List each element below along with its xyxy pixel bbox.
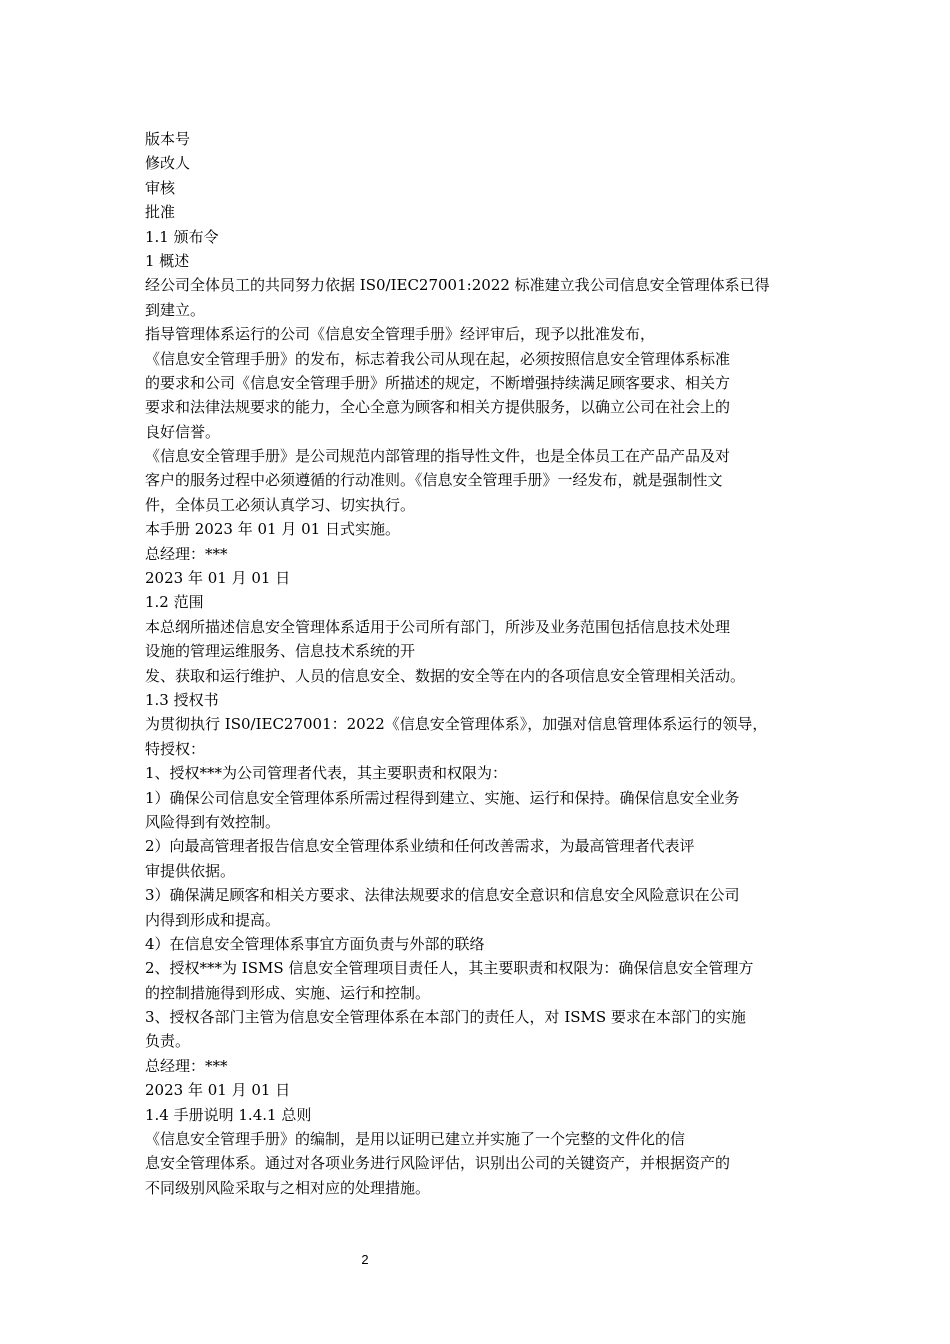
section-heading-1-3: 1.3 授权书 [145,690,219,709]
paragraph-line: 为贯彻执行 IS0/IEC27001：2022《信息安全管理体系》，加强对信息管理体系运行的领导， [145,715,768,734]
paragraph-line: 经公司全体员工的共同努力依据 IS0/IEC27001:2022 标准建立我公司信息安全管理体系已得 [145,276,770,295]
list-item: 2）向最高管理者报告信息安全管理体系业绩和任何改善需求，为最高管理者代表评 [145,837,695,856]
list-item: 3、授权各部门主管为信息安全管理体系在本部门的责任人，对 ISMS 要求在本部门的实施 [145,1008,746,1027]
paragraph-line: 到建立。 [145,300,206,319]
paragraph-line: 《信息安全管理手册》的编制，是用以证明已建立并实施了一个完整的文件化的信 [145,1130,686,1149]
paragraph-line: 指导管理体系运行的公司《信息安全管理手册》经评审后，现予以批准发布， [145,325,656,344]
signature-line: 总经理：*** [145,1056,228,1075]
list-item: 1）确保公司信息安全管理体系所需过程得到建立、实施、运行和保持。确保信息安全业务 [145,788,740,807]
list-item: 1、授权***为公司管理者代表，其主要职责和权限为： [145,764,508,783]
paragraph-line: 良好信誉。 [145,422,221,441]
section-heading-1-2: 1.2 范围 [145,593,204,612]
list-item: 3）确保满足顾客和相关方要求、法律法规要求的信息安全意识和信息安全风险意识在公司 [145,886,740,905]
list-item: 内得到形成和提高。 [145,910,281,929]
date-line: 2023 年 01 月 01 日 [145,1081,291,1100]
paragraph-line: 的要求和公司《信息安全管理手册》所描述的规定，不断增强持续满足顾客要求、相关方 [145,373,731,392]
paragraph-line: 不同级别风险采取与之相对应的处理措施。 [145,1178,431,1197]
approval-label: 批准 [145,203,176,222]
list-item: 4）在信息安全管理体系事宜方面负责与外部的联络 [145,934,485,953]
effective-date-line: 本手册 2023 年 01 月 01 日式实施。 [145,520,400,539]
signature-line: 总经理：*** [145,544,228,563]
paragraph-line: 设施的管理运维服务、信息技术系统的开 [145,642,416,661]
paragraph-line: 特授权： [145,739,206,758]
paragraph-line: 息安全管理体系。通过对各项业务进行风险评估，识别出公司的关键资产，并根据资产的 [145,1154,731,1173]
version-number-label: 版本号 [145,130,191,148]
paragraph-line: 《信息安全管理手册》的发布，标志着我公司从现在起，必须按照信息安全管理体系标准 [145,349,731,368]
list-item: 审提供依据。 [145,861,236,880]
list-item: 的控制措施得到形成、实施、运行和控制。 [145,983,431,1002]
paragraph-line: 要求和法律法规要求的能力，全心全意为顾客和相关方提供服务，以确立公司在社会上的 [145,398,731,417]
list-item: 风险得到有效控制。 [145,812,281,831]
page-number: 2 [361,1252,369,1267]
section-heading-1-4: 1.4 手册说明 1.4.1 总则 [145,1105,312,1124]
paragraph-line: 发、获取和运行维护、人员的信息安全、数据的安全等在内的各项信息安全管理相关活动。 [145,666,746,685]
paragraph-line: 客户的服务过程中必须遵循的行动准则。《信息安全管理手册》一经发布，就是强制性文 [145,471,723,490]
review-label: 审核 [145,178,176,197]
list-item: 2、授权***为 ISMS 信息安全管理项目责任人，其主要职责和权限为：确保信息安全管理方 [145,959,754,978]
modifier-label: 修改人 [145,154,191,173]
date-line: 2023 年 01 月 01 日 [145,569,291,588]
section-heading-1: 1 概述 [145,251,190,270]
paragraph-line: 《信息安全管理手册》是公司规范内部管理的指导性文件，也是全体员工在产品产品及对 [145,447,731,466]
paragraph-line: 本总纲所描述信息安全管理体系适用于公司所有部门，所涉及业务范围包括信息技术处理 [145,617,731,636]
section-heading-1-1: 1.1 颁布令 [145,227,219,246]
paragraph-line: 件，全体员工必须认真学习、切实执行。 [145,495,416,514]
document-body [145,127,820,1200]
list-item: 负责。 [145,1032,191,1051]
